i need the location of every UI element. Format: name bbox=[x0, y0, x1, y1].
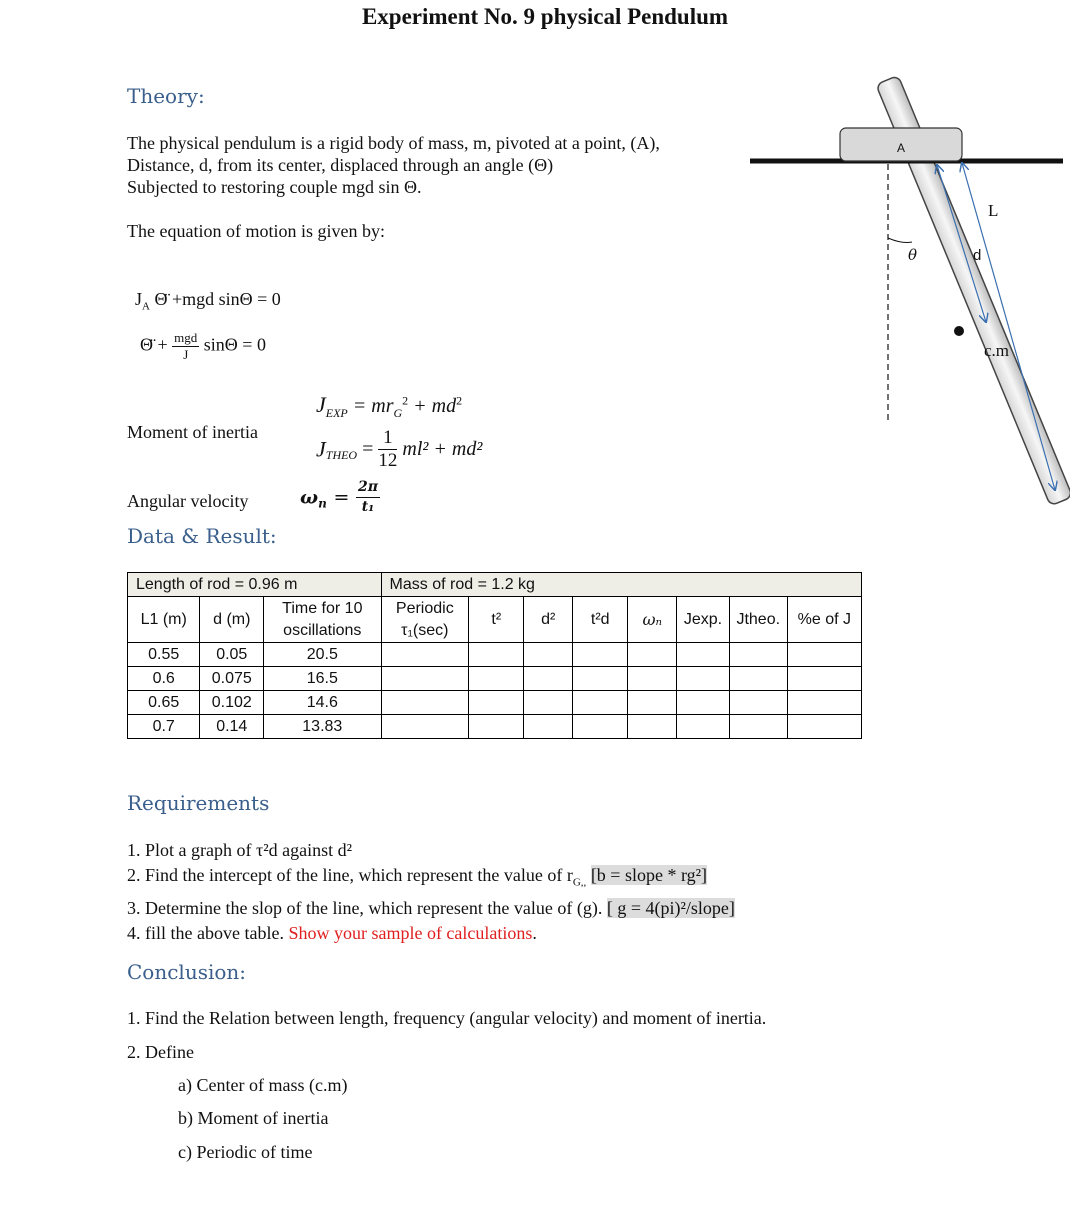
cell-time: 16.5 bbox=[264, 667, 381, 691]
empty-cell[interactable] bbox=[787, 715, 861, 739]
center-of-mass-dot bbox=[954, 326, 964, 336]
table-row bbox=[128, 643, 862, 667]
theta-label: θ bbox=[908, 246, 918, 264]
empty-cell[interactable] bbox=[787, 691, 861, 715]
cell-l1: 0.6 bbox=[128, 667, 200, 691]
empty-cell[interactable] bbox=[572, 691, 627, 715]
theory-line-1: The physical pendulum is a rigid body of mass, m, pivoted at a point, (A), bbox=[127, 133, 660, 153]
empty-cell[interactable] bbox=[524, 643, 573, 667]
empty-cell[interactable] bbox=[572, 715, 627, 739]
empty-cell[interactable] bbox=[729, 667, 787, 691]
requirement-item-3: 3. Determine the slop of the line, which represent the value of (g). [ g = 4(pi)²/slope] bbox=[127, 897, 735, 918]
cell-d: 0.14 bbox=[200, 715, 264, 739]
l-label: L bbox=[988, 201, 999, 220]
slope-formula-highlight: [ g = 4(pi)²/slope] bbox=[606, 897, 735, 918]
define-item-a: a) Center of mass (c.m) bbox=[178, 1075, 348, 1095]
empty-cell[interactable] bbox=[729, 715, 787, 739]
j-exp-equation: $J_{EXP} = mr_G^2 + md^2$ bbox=[316, 392, 463, 420]
col-t2d: t²d bbox=[572, 597, 627, 643]
equation-of-motion-2: Θ̈ + $\frac{\text{mgd}}{J}$ sinΘ = 0 bbox=[140, 330, 266, 362]
cell-d: 0.075 bbox=[200, 667, 264, 691]
theory-paragraph bbox=[127, 132, 660, 198]
pendulum-diagram bbox=[740, 60, 1070, 560]
empty-cell[interactable] bbox=[628, 667, 677, 691]
intercept-formula-highlight: [b = slope * rg²] bbox=[590, 865, 708, 885]
col-percent-error: %e of J bbox=[787, 597, 861, 643]
page-title: Experiment No. 9 physical Pendulum bbox=[361, 4, 729, 29]
empty-cell[interactable] bbox=[729, 643, 787, 667]
cm-label: c.m bbox=[984, 341, 1010, 360]
empty-cell[interactable] bbox=[677, 667, 730, 691]
col-time-10-osc: Time for 10 oscillations bbox=[264, 597, 381, 643]
d-label: d bbox=[973, 247, 982, 264]
table-row bbox=[128, 715, 862, 739]
empty-cell[interactable] bbox=[677, 691, 730, 715]
col-j-exp: Jexp. bbox=[677, 597, 730, 643]
cell-l1: 0.55 bbox=[128, 643, 200, 667]
cell-d: 0.05 bbox=[200, 643, 264, 667]
empty-cell[interactable] bbox=[729, 691, 787, 715]
empty-cell[interactable] bbox=[381, 691, 469, 715]
j-theo-equation: $J_{THEO}$ = $\frac{1}{12}$ ml² + md² bbox=[316, 427, 483, 471]
requirement-item-4: 4. fill the above table. Show your sample of calculations. bbox=[127, 922, 537, 943]
theory-line-2: Distance, d, from its center, displaced through an angle (Θ) bbox=[127, 155, 554, 175]
empty-cell[interactable] bbox=[524, 715, 573, 739]
conclusion-heading: Conclusion: bbox=[127, 960, 247, 984]
sample-calculations-note: Show your sample of calculations bbox=[288, 922, 533, 943]
empty-cell[interactable] bbox=[572, 667, 627, 691]
equation-intro: The equation of motion is given by: bbox=[127, 221, 385, 241]
cell-l1: 0.65 bbox=[128, 691, 200, 715]
empty-cell[interactable] bbox=[524, 691, 573, 715]
conclusion-item-1: 1. Find the Relation between length, frequency (angular velocity) and moment of inertia. bbox=[127, 1008, 767, 1028]
empty-cell[interactable] bbox=[572, 643, 627, 667]
empty-cell[interactable] bbox=[469, 715, 524, 739]
conclusion-item-2: 2. Define bbox=[127, 1042, 194, 1062]
table-header-row bbox=[128, 573, 862, 597]
requirement-item-1: 1. Plot a graph of τ²d against d² bbox=[127, 840, 352, 860]
mgd-over-j-fraction: $\frac{\text{mgd}}{J}$ bbox=[174, 330, 198, 362]
equation-of-motion-1: $J_A$ Θ̈ +mgd sinΘ = 0 bbox=[135, 289, 281, 313]
cell-time: 13.83 bbox=[264, 715, 381, 739]
one-twelfth-fraction: $\frac{1}{12}$ bbox=[378, 427, 398, 471]
cell-d: 0.102 bbox=[200, 691, 264, 715]
define-item-b: b) Moment of inertia bbox=[178, 1108, 329, 1128]
data-result-heading: Data & Result: bbox=[127, 524, 277, 548]
empty-cell[interactable] bbox=[677, 715, 730, 739]
empty-cell[interactable] bbox=[628, 643, 677, 667]
theta-arc bbox=[888, 238, 912, 243]
empty-cell[interactable] bbox=[469, 643, 524, 667]
empty-cell[interactable] bbox=[628, 715, 677, 739]
col-omega-n: ωₙ bbox=[628, 597, 677, 643]
empty-cell[interactable] bbox=[381, 643, 469, 667]
col-t-squared: t² bbox=[469, 597, 524, 643]
pivot-label: A bbox=[896, 141, 906, 155]
mass-of-rod-cell: Mass of rod = 1.2 kg bbox=[381, 573, 861, 597]
cell-time: 14.6 bbox=[264, 691, 381, 715]
define-item-c: c) Periodic of time bbox=[178, 1142, 313, 1162]
empty-cell[interactable] bbox=[381, 715, 469, 739]
col-j-theo: Jtheo. bbox=[729, 597, 787, 643]
angular-velocity-equation: $\omega_n$ = $\frac{2\pi}{\text{t₁}}$ bbox=[300, 479, 378, 515]
col-d: d (m) bbox=[200, 597, 264, 643]
requirements-heading: Requirements bbox=[127, 791, 270, 815]
angular-velocity-label: Angular velocity bbox=[127, 491, 249, 511]
empty-cell[interactable] bbox=[381, 667, 469, 691]
theory-heading: Theory: bbox=[127, 84, 205, 108]
empty-cell[interactable] bbox=[628, 691, 677, 715]
data-table bbox=[127, 572, 862, 739]
empty-cell[interactable] bbox=[677, 643, 730, 667]
empty-cell[interactable] bbox=[524, 667, 573, 691]
table-row bbox=[128, 691, 862, 715]
requirement-item-2: 2. Find the intercept of the line, which represent the value of $r_{G,,}$ [b = slope * rg²] bbox=[127, 865, 708, 889]
theory-line-3: Subjected to restoring couple mgd sin Θ. bbox=[127, 177, 422, 197]
cell-time: 20.5 bbox=[264, 643, 381, 667]
col-d-squared: d² bbox=[524, 597, 573, 643]
moment-of-inertia-label: Moment of inertia bbox=[127, 422, 258, 442]
empty-cell[interactable] bbox=[787, 643, 861, 667]
empty-cell[interactable] bbox=[469, 691, 524, 715]
column-header-row bbox=[128, 597, 862, 643]
col-periodic: Periodic τ₁(sec) bbox=[381, 597, 469, 643]
col-l1: L1 (m) bbox=[128, 597, 200, 643]
length-of-rod-cell: Length of rod = 0.96 m bbox=[128, 573, 382, 597]
two-pi-over-t-fraction: $\frac{2\pi}{\text{t₁}}$ bbox=[358, 479, 378, 515]
empty-cell[interactable] bbox=[787, 667, 861, 691]
cell-l1: 0.7 bbox=[128, 715, 200, 739]
empty-cell[interactable] bbox=[469, 667, 524, 691]
table-row bbox=[128, 667, 862, 691]
requirements-list bbox=[127, 838, 735, 946]
